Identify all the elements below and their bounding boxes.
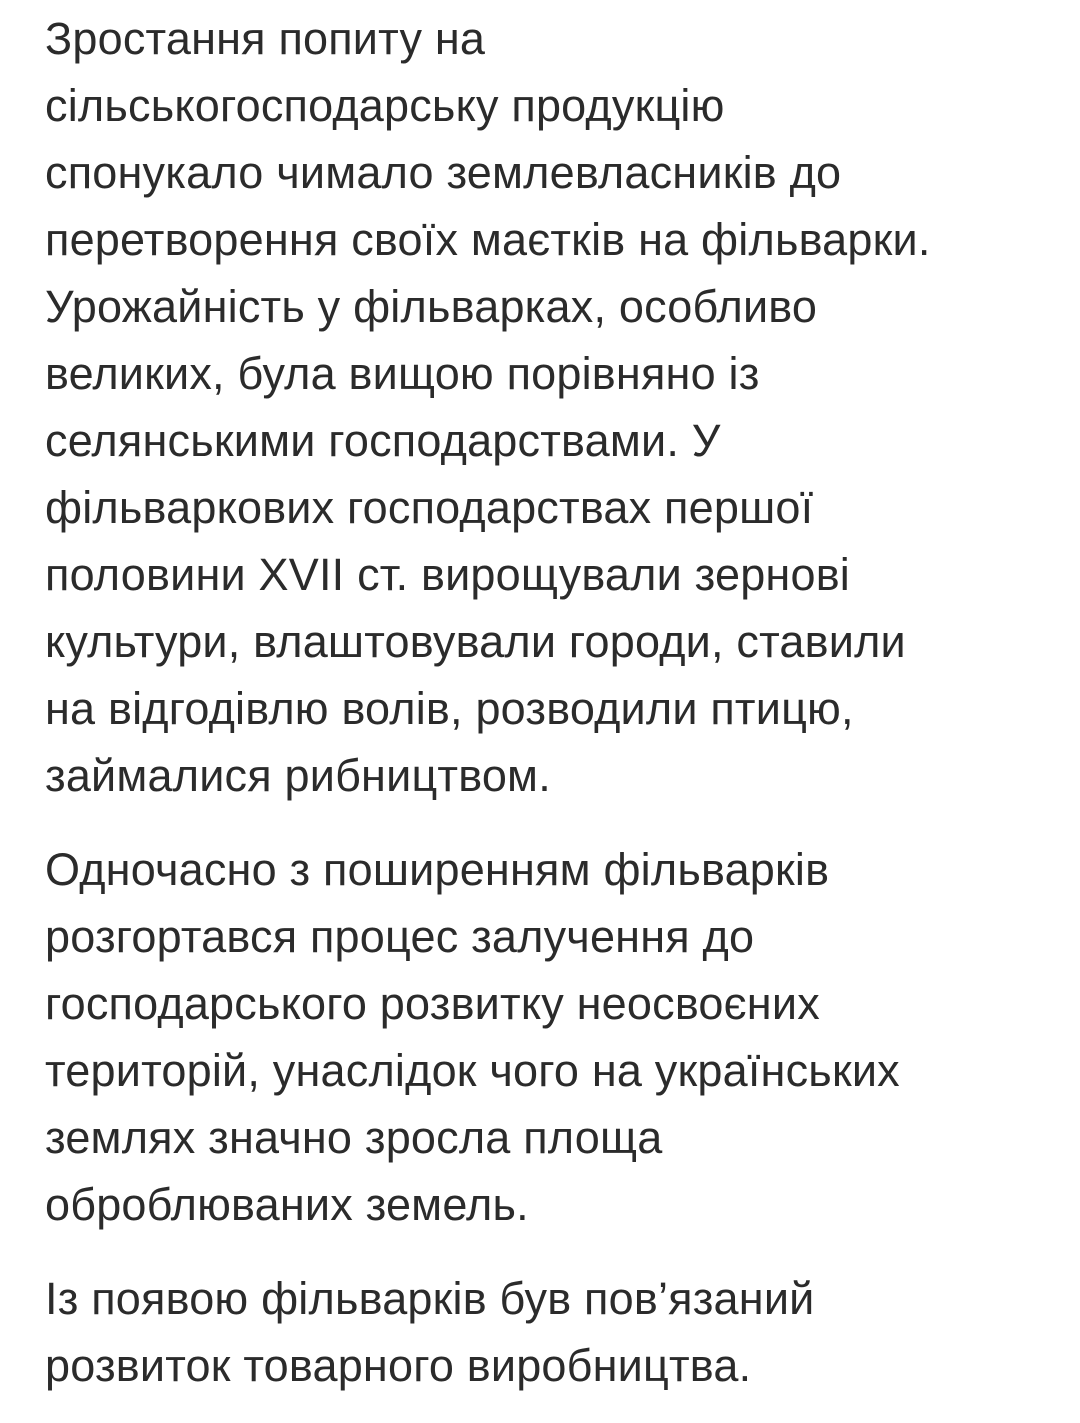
paragraph-line: Зростання попиту на — [45, 13, 486, 64]
paragraph-1 — [45, 0, 1080, 809]
paragraph-line: великих, була вищою порівняно із — [45, 348, 760, 399]
paragraph-line: половини XVII ст. вирощували зернові — [45, 549, 851, 600]
paragraph-line: фільваркових господарствах першої — [45, 482, 814, 533]
paragraph-line: землях значно зросла площа — [45, 1112, 663, 1163]
paragraph-line: займалися рибництвом. — [45, 750, 551, 801]
paragraph-line: господарського розвитку неосвоєних — [45, 978, 820, 1029]
paragraph-3 — [45, 1265, 1080, 1399]
paragraph-line: перетворення своїх маєтків на фільварки. — [45, 214, 931, 265]
paragraph-line: Урожайність у фільварках, особливо — [45, 281, 818, 332]
paragraph-line: спонукало чимало землевласників до — [45, 147, 842, 198]
paragraph-line: розвиток товарного виробництва. — [45, 1340, 752, 1391]
paragraph-line: оброблюваних земель. — [45, 1179, 529, 1230]
paragraph-line: сільськогосподарську продукцію — [45, 80, 725, 131]
paragraph-line: на відгодівлю волів, розводили птицю, — [45, 683, 854, 734]
paragraph-line: культури, влаштовували городи, ставили — [45, 616, 906, 667]
paragraph-line: територій, унаслідок чого на українських — [45, 1045, 900, 1096]
paragraph-line: розгортався процес залучення до — [45, 911, 755, 962]
paragraph-line: Із появою фільварків був пов’язаний — [45, 1273, 815, 1324]
paragraph-line: селянськими господарствами. У — [45, 415, 721, 466]
paragraph-2 — [45, 836, 1080, 1238]
paragraph-line: Одночасно з поширенням фільварків — [45, 844, 830, 895]
